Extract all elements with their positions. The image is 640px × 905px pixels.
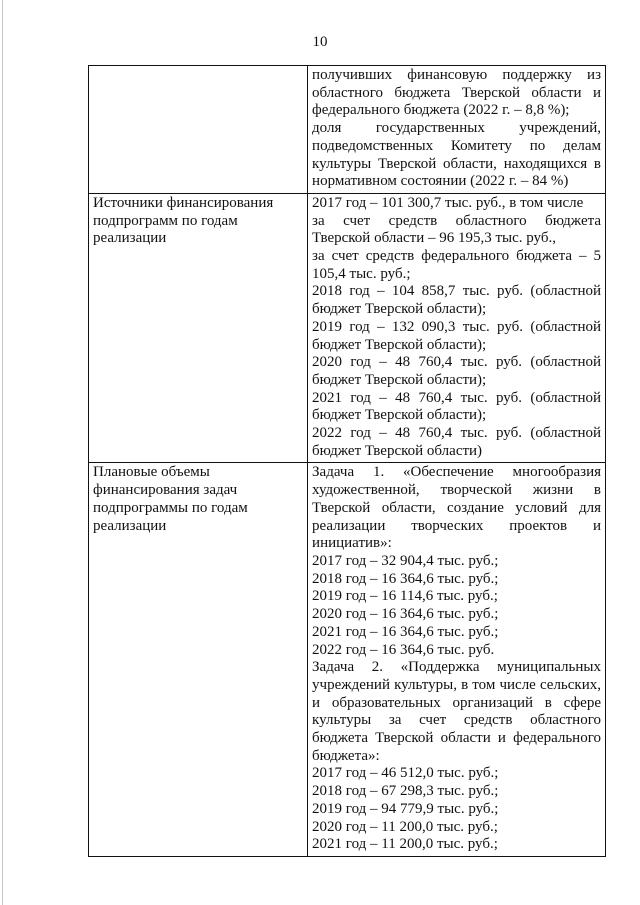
row-label-cell [89,463,308,856]
table-row [89,66,606,194]
table-row [89,463,606,856]
value-line: 2019 год – 94 779,9 тыс. руб.; [312,800,499,817]
value-line: 2017 год – 46 512,0 тыс. руб.; [312,765,499,782]
row-label: Плановые объемы финансирования задач подпрограммы по годам реализации [93,464,248,534]
value-line: 2017 год – 101 300,7 тыс. руб., в том числе [312,194,584,211]
value-line: 2018 год – 67 298,3 тыс. руб.; [312,783,499,800]
value-line: за счет средств федерального бюджета – 5 105,4 тыс. руб.; [312,248,601,282]
value-line: 2017 год – 32 904,4 тыс. руб.; [312,552,499,569]
value-line: Задача 2. «Поддержка муниципальных учреждений культуры, в том числе сельских, и образовательных организаций в сфере культуры за счет средств областного бюджета Тверской области и федерального бюджета»: [312,659,601,764]
row-label-cell [89,66,308,194]
value-line: 2020 год – 11 200,0 тыс. руб.; [312,818,498,835]
value-line: 2021 год – 16 364,6 тыс. руб.; [312,623,499,640]
value-line: получивших финансовую поддержку из областного бюджета Тверской области и федерального бюджета (2022 г. – 8,8 %); [312,67,601,119]
table-row [89,193,606,463]
value-line: 2021 год – 11 200,0 тыс. руб.; [312,836,498,853]
value-line: 2020 год – 48 760,4 тыс. руб. (областной бюджет Тверской области); [312,354,601,388]
row-value-cell [308,193,606,463]
value-line: за счет средств областного бюджета Тверской области – 96 195,3 тыс. руб., [312,212,601,247]
value-line: доля государственных учреждений, подведомственных Комитету по делам культуры Тверской области, находящихся в нормативном состоянии (2022 г. – 84 %) [312,120,601,190]
value-line: 2019 год – 132 090,3 тыс. руб. (областной бюджет Тверской области); [312,318,601,353]
value-line: 2018 год – 104 858,7 тыс. руб. (областной бюджет Тверской области); [312,283,601,318]
row-value-cell [308,66,606,194]
row-label: Источники финансирования подпрограмм по годам реализации [93,194,274,247]
value-line: 2021 год – 48 760,4 тыс. руб. (областной бюджет Тверской области); [312,389,601,424]
value-line: Задача 1. «Обеспечение многообразия художественной, творческой жизни в Тверской области, создание условий для реализации творческих проектов и инициатив»: [312,464,601,552]
row-label-cell [89,193,308,463]
page-number: 10 [312,34,328,50]
value-line: 2018 год – 16 364,6 тыс. руб.; [312,570,499,587]
passport-table [88,65,606,857]
value-line: 2022 год – 48 760,4 тыс. руб. (областной бюджет Тверской области) [312,425,601,459]
value-line: 2022 год – 16 364,6 тыс. руб. [312,641,495,658]
row-value-cell [308,463,606,856]
scan-edge [2,0,3,905]
value-line: 2020 год – 16 364,6 тыс. руб.; [312,606,499,623]
value-line: 2019 год – 16 114,6 тыс. руб.; [312,588,498,605]
